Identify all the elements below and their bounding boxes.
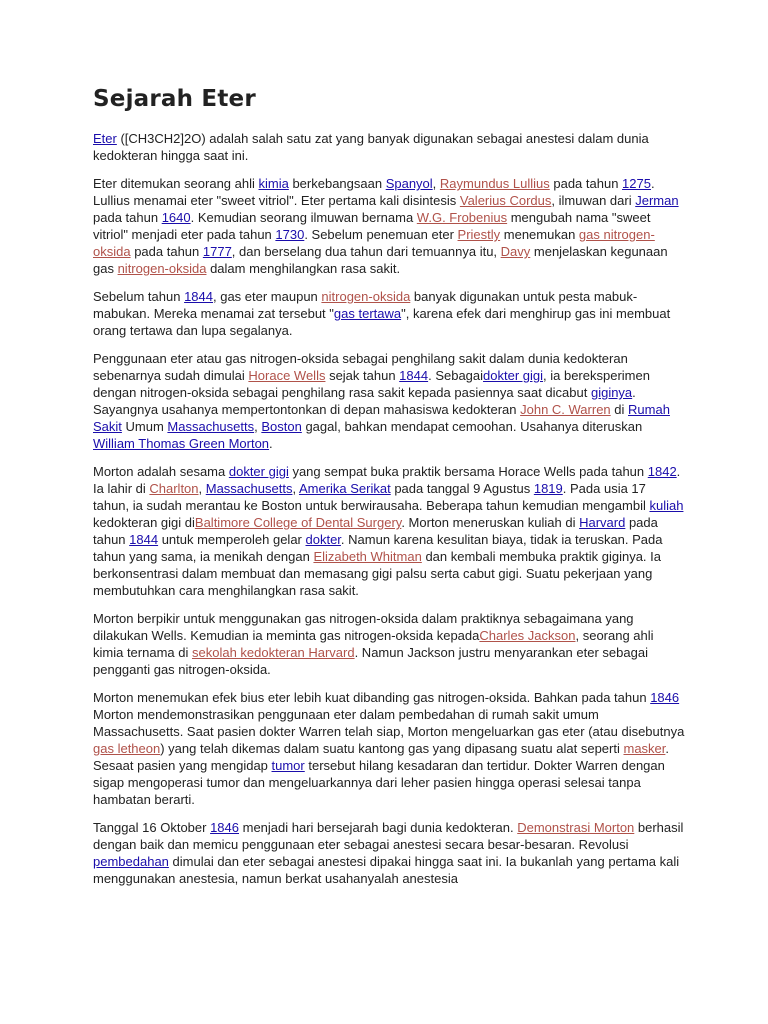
inline-link[interactable]: 1846 bbox=[650, 690, 680, 705]
inline-link[interactable]: Valerius Cordus bbox=[459, 193, 552, 208]
paragraph-text: . Sebagai bbox=[428, 368, 484, 383]
inline-link[interactable]: Jerman bbox=[635, 193, 679, 208]
inline-link[interactable]: pembedahan bbox=[93, 854, 169, 869]
paragraph-text: Umum bbox=[121, 419, 168, 434]
inline-link[interactable]: 1819 bbox=[533, 481, 563, 496]
inline-link[interactable]: 1844 bbox=[184, 289, 213, 304]
inline-link[interactable]: Raymundus Lullius bbox=[439, 176, 550, 191]
paragraph-text: . Morton meneruskan kuliah di bbox=[401, 515, 580, 530]
paragraph-text: . Kemudian seorang ilmuwan bernama bbox=[190, 210, 417, 225]
paragraph bbox=[93, 463, 685, 599]
paragraph-text: Sebelum tahun bbox=[93, 289, 185, 304]
inline-link[interactable]: gas letheon bbox=[93, 741, 161, 756]
inline-link[interactable]: Demonstrasi Morton bbox=[517, 820, 635, 835]
inline-link[interactable]: Elizabeth Whitman bbox=[313, 549, 422, 564]
inline-link[interactable]: 1640 bbox=[161, 210, 191, 225]
paragraph-text: tersebut hilang kesadaran dan tertidur. Dokter Warren dengan sigap mengoperasi tumor dan mengeluarkannya dari leher pasien hingga operasi selesai tanpa hambatan berarti. bbox=[93, 758, 665, 807]
paragraph-text: ([CH3CH2]2O) adalah salah satu zat yang banyak digunakan sebagai anestesi dalam dunia kedokteran hingga saat ini. bbox=[93, 131, 649, 163]
paragraph-text: , bbox=[254, 419, 262, 434]
paragraph-text: . Sayangnya usahanya mempertontonkan di depan mahasiswa kedokteran bbox=[93, 385, 636, 417]
paragraph bbox=[93, 689, 685, 808]
inline-link[interactable]: dokter bbox=[305, 532, 341, 547]
paragraph-text: . Sesaat pasien yang mengidap bbox=[93, 741, 670, 773]
inline-link[interactable]: Baltimore College of Dental Surgery bbox=[194, 515, 402, 530]
paragraph-text: dalam menghilangkan rasa sakit. bbox=[206, 261, 401, 276]
inline-link[interactable]: 1275 bbox=[622, 176, 651, 191]
inline-link[interactable]: gas tertawa bbox=[333, 306, 402, 321]
paragraph-text: , bbox=[198, 481, 206, 496]
paragraph-text: , seorang ahli kimia ternama di bbox=[93, 628, 654, 660]
inline-link[interactable]: 1844 bbox=[129, 532, 159, 547]
inline-link[interactable]: 1846 bbox=[210, 820, 239, 835]
paragraph-text: untuk memperoleh gelar bbox=[158, 532, 306, 547]
inline-link[interactable]: masker bbox=[623, 741, 666, 756]
paragraph bbox=[93, 350, 685, 452]
inline-link[interactable]: Amerika Serikat bbox=[298, 481, 391, 496]
paragraph-text: ", karena efek dari menghirup gas ini membuat orang tertawa dan lupa segalanya. bbox=[93, 306, 671, 338]
paragraph-text: pada tahun bbox=[130, 244, 203, 259]
paragraph bbox=[93, 130, 685, 164]
inline-link[interactable]: Harvard bbox=[579, 515, 626, 530]
inline-link[interactable]: Massachusetts bbox=[167, 419, 255, 434]
inline-link[interactable]: Rumah Sakit bbox=[93, 402, 670, 434]
paragraph-text: . Lullius menamai eter "sweet vitriol". Eter pertama kali disintesis bbox=[93, 176, 655, 208]
paragraph-text: menemukan bbox=[500, 227, 579, 242]
paragraph-text: menjelaskan kegunaan gas bbox=[93, 244, 668, 276]
paragraph-text: sejak tahun bbox=[325, 368, 400, 383]
inline-link[interactable]: John C. Warren bbox=[520, 402, 611, 417]
paragraph-text: . Namun karena kesulitan biaya, tidak ia teruskan. Pada tahun yang sama, ia menikah dengan bbox=[93, 532, 663, 564]
inline-link[interactable]: gas nitrogen-oksida bbox=[93, 227, 655, 259]
paragraph bbox=[93, 288, 685, 339]
inline-link[interactable]: giginya bbox=[590, 385, 633, 400]
inline-link[interactable]: kuliah bbox=[649, 498, 684, 513]
paragraph-text: pada tahun bbox=[549, 176, 623, 191]
inline-link[interactable]: Horace Wells bbox=[248, 368, 326, 383]
paragraph-text: dimulai dan eter sebagai anestesi dipakai hingga saat ini. Ia bukanlah yang pertama kali menggunakan anestesia, namun berkat usahanyalah anestesia bbox=[93, 854, 680, 886]
paragraph-text: menjadi hari bersejarah bagi dunia kedokteran. bbox=[239, 820, 518, 835]
paragraph-text: di bbox=[610, 402, 629, 417]
inline-link[interactable]: Davy bbox=[500, 244, 531, 259]
paragraph-text: pada tanggal 9 Agustus bbox=[390, 481, 534, 496]
paragraph-text: . Sebelum penemuan eter bbox=[304, 227, 458, 242]
paragraph-text: . Ia lahir di bbox=[93, 464, 681, 496]
inline-link[interactable]: Charles Jackson bbox=[479, 628, 576, 643]
paragraph-text: kedokteran gigi di bbox=[93, 515, 195, 530]
inline-link[interactable]: kimia bbox=[258, 176, 289, 191]
paragraph-text: , gas eter maupun bbox=[213, 289, 322, 304]
inline-link[interactable]: William Thomas Green Morton bbox=[93, 436, 270, 451]
inline-link[interactable]: Spanyol bbox=[385, 176, 433, 191]
inline-link[interactable]: 1777 bbox=[202, 244, 232, 259]
page-title: Sejarah Eter bbox=[93, 86, 256, 112]
paragraph-text: berkebangsaan bbox=[288, 176, 386, 191]
inline-link[interactable]: Priestly bbox=[457, 227, 501, 242]
paragraph-text: pada tahun bbox=[93, 515, 658, 547]
paragraph-text: ) yang telah dikemas dalam suatu kantong gas yang dipasang suatu alat seperti bbox=[160, 741, 624, 756]
inline-link[interactable]: Eter bbox=[93, 131, 117, 146]
paragraph-text: dan kembali membuka praktik giginya. Ia berkonsentrasi dalam membuat dan memasang gigi palsu serta cabut gigi. Suatu pekerjaan yang membutuhkan cara menghilangkan rasa sakit. bbox=[93, 549, 662, 598]
paragraph-text: Morton mendemonstrasikan penggunaan eter dalam pembedahan di rumah sakit umum Massachusetts. Saat pasien dokter Warren telah siap, Morton mengeluarkan gas eter (atau disebutnya bbox=[93, 707, 685, 739]
paragraph bbox=[93, 610, 685, 678]
paragraph-text: Eter ditemukan seorang ahli bbox=[93, 176, 259, 191]
inline-link[interactable]: nitrogen-oksida bbox=[117, 261, 207, 276]
paragraph-text: , bbox=[292, 481, 299, 496]
paragraph-text: Morton menemukan efek bius eter lebih kuat dibanding gas nitrogen-oksida. Bahkan pada tahun bbox=[93, 690, 651, 705]
inline-link[interactable]: W.G. Frobenius bbox=[416, 210, 508, 225]
paragraph-text: , ia bereksperimen dengan nitrogen-oksida sebagai penghilang rasa sakit kepada pasiennya saat dicabut bbox=[93, 368, 650, 400]
inline-link[interactable]: nitrogen-oksida bbox=[321, 289, 411, 304]
inline-link[interactable]: 1842 bbox=[647, 464, 677, 479]
inline-link[interactable]: sekolah kedokteran Harvard bbox=[191, 645, 355, 660]
inline-link[interactable]: Charlton bbox=[149, 481, 199, 496]
paragraph-text: , dan berselang dua tahun dari temuannya itu, bbox=[231, 244, 501, 259]
paragraph-text: yang sempat buka praktik bersama Horace Wells pada tahun bbox=[288, 464, 648, 479]
inline-link[interactable]: 1844 bbox=[399, 368, 429, 383]
inline-link[interactable]: Massachusetts bbox=[205, 481, 293, 496]
paragraph-text: Morton berpikir untuk menggunakan gas nitrogen-oksida dalam praktiknya sebagaimana yang dilakukan Wells. Kemudian ia meminta gas nitrogen-oksida kepada bbox=[93, 611, 634, 643]
article-body bbox=[93, 130, 685, 898]
paragraph-text: berhasil dengan baik dan memicu penggunaan eter sebagai anestesi secara besar-besaran. Revolusi bbox=[93, 820, 684, 852]
paragraph-text: mengubah nama "sweet vitriol" menjadi eter pada tahun bbox=[93, 210, 651, 242]
paragraph-text: gagal, bahkan mendapat cemoohan. Usahanya diteruskan bbox=[301, 419, 643, 434]
paragraph-text: Penggunaan eter atau gas nitrogen-oksida sebagai penghilang sakit dalam dunia kedokteran sebenarnya sudah dimulai bbox=[93, 351, 628, 383]
inline-link[interactable]: dokter gigi bbox=[483, 368, 544, 383]
paragraph-text: , ilmuwan dari bbox=[551, 193, 636, 208]
paragraph bbox=[93, 175, 685, 277]
paragraph-text: pada tahun bbox=[93, 210, 162, 225]
paragraph-text: . Pada usia 17 tahun, ia sudah merantau ke Boston untuk berwirausaha. Beberapa tahun kemudian mengambil bbox=[93, 481, 650, 513]
inline-link[interactable]: 1730 bbox=[275, 227, 305, 242]
inline-link[interactable]: dokter gigi bbox=[228, 464, 289, 479]
inline-link[interactable]: tumor bbox=[271, 758, 305, 773]
paragraph bbox=[93, 819, 685, 887]
paragraph-text: Morton adalah sesama bbox=[93, 464, 229, 479]
paragraph-text: , bbox=[432, 176, 440, 191]
paragraph-text: . bbox=[269, 436, 273, 451]
paragraph-text: banyak digunakan untuk pesta mabuk-mabukan. Mereka menamai zat tersebut " bbox=[93, 289, 638, 321]
paragraph-text: . Namun Jackson justru menyarankan eter sebagai pengganti gas nitrogen-oksida. bbox=[93, 645, 648, 677]
paragraph-text: Tanggal 16 Oktober bbox=[93, 820, 211, 835]
inline-link[interactable]: Boston bbox=[261, 419, 302, 434]
